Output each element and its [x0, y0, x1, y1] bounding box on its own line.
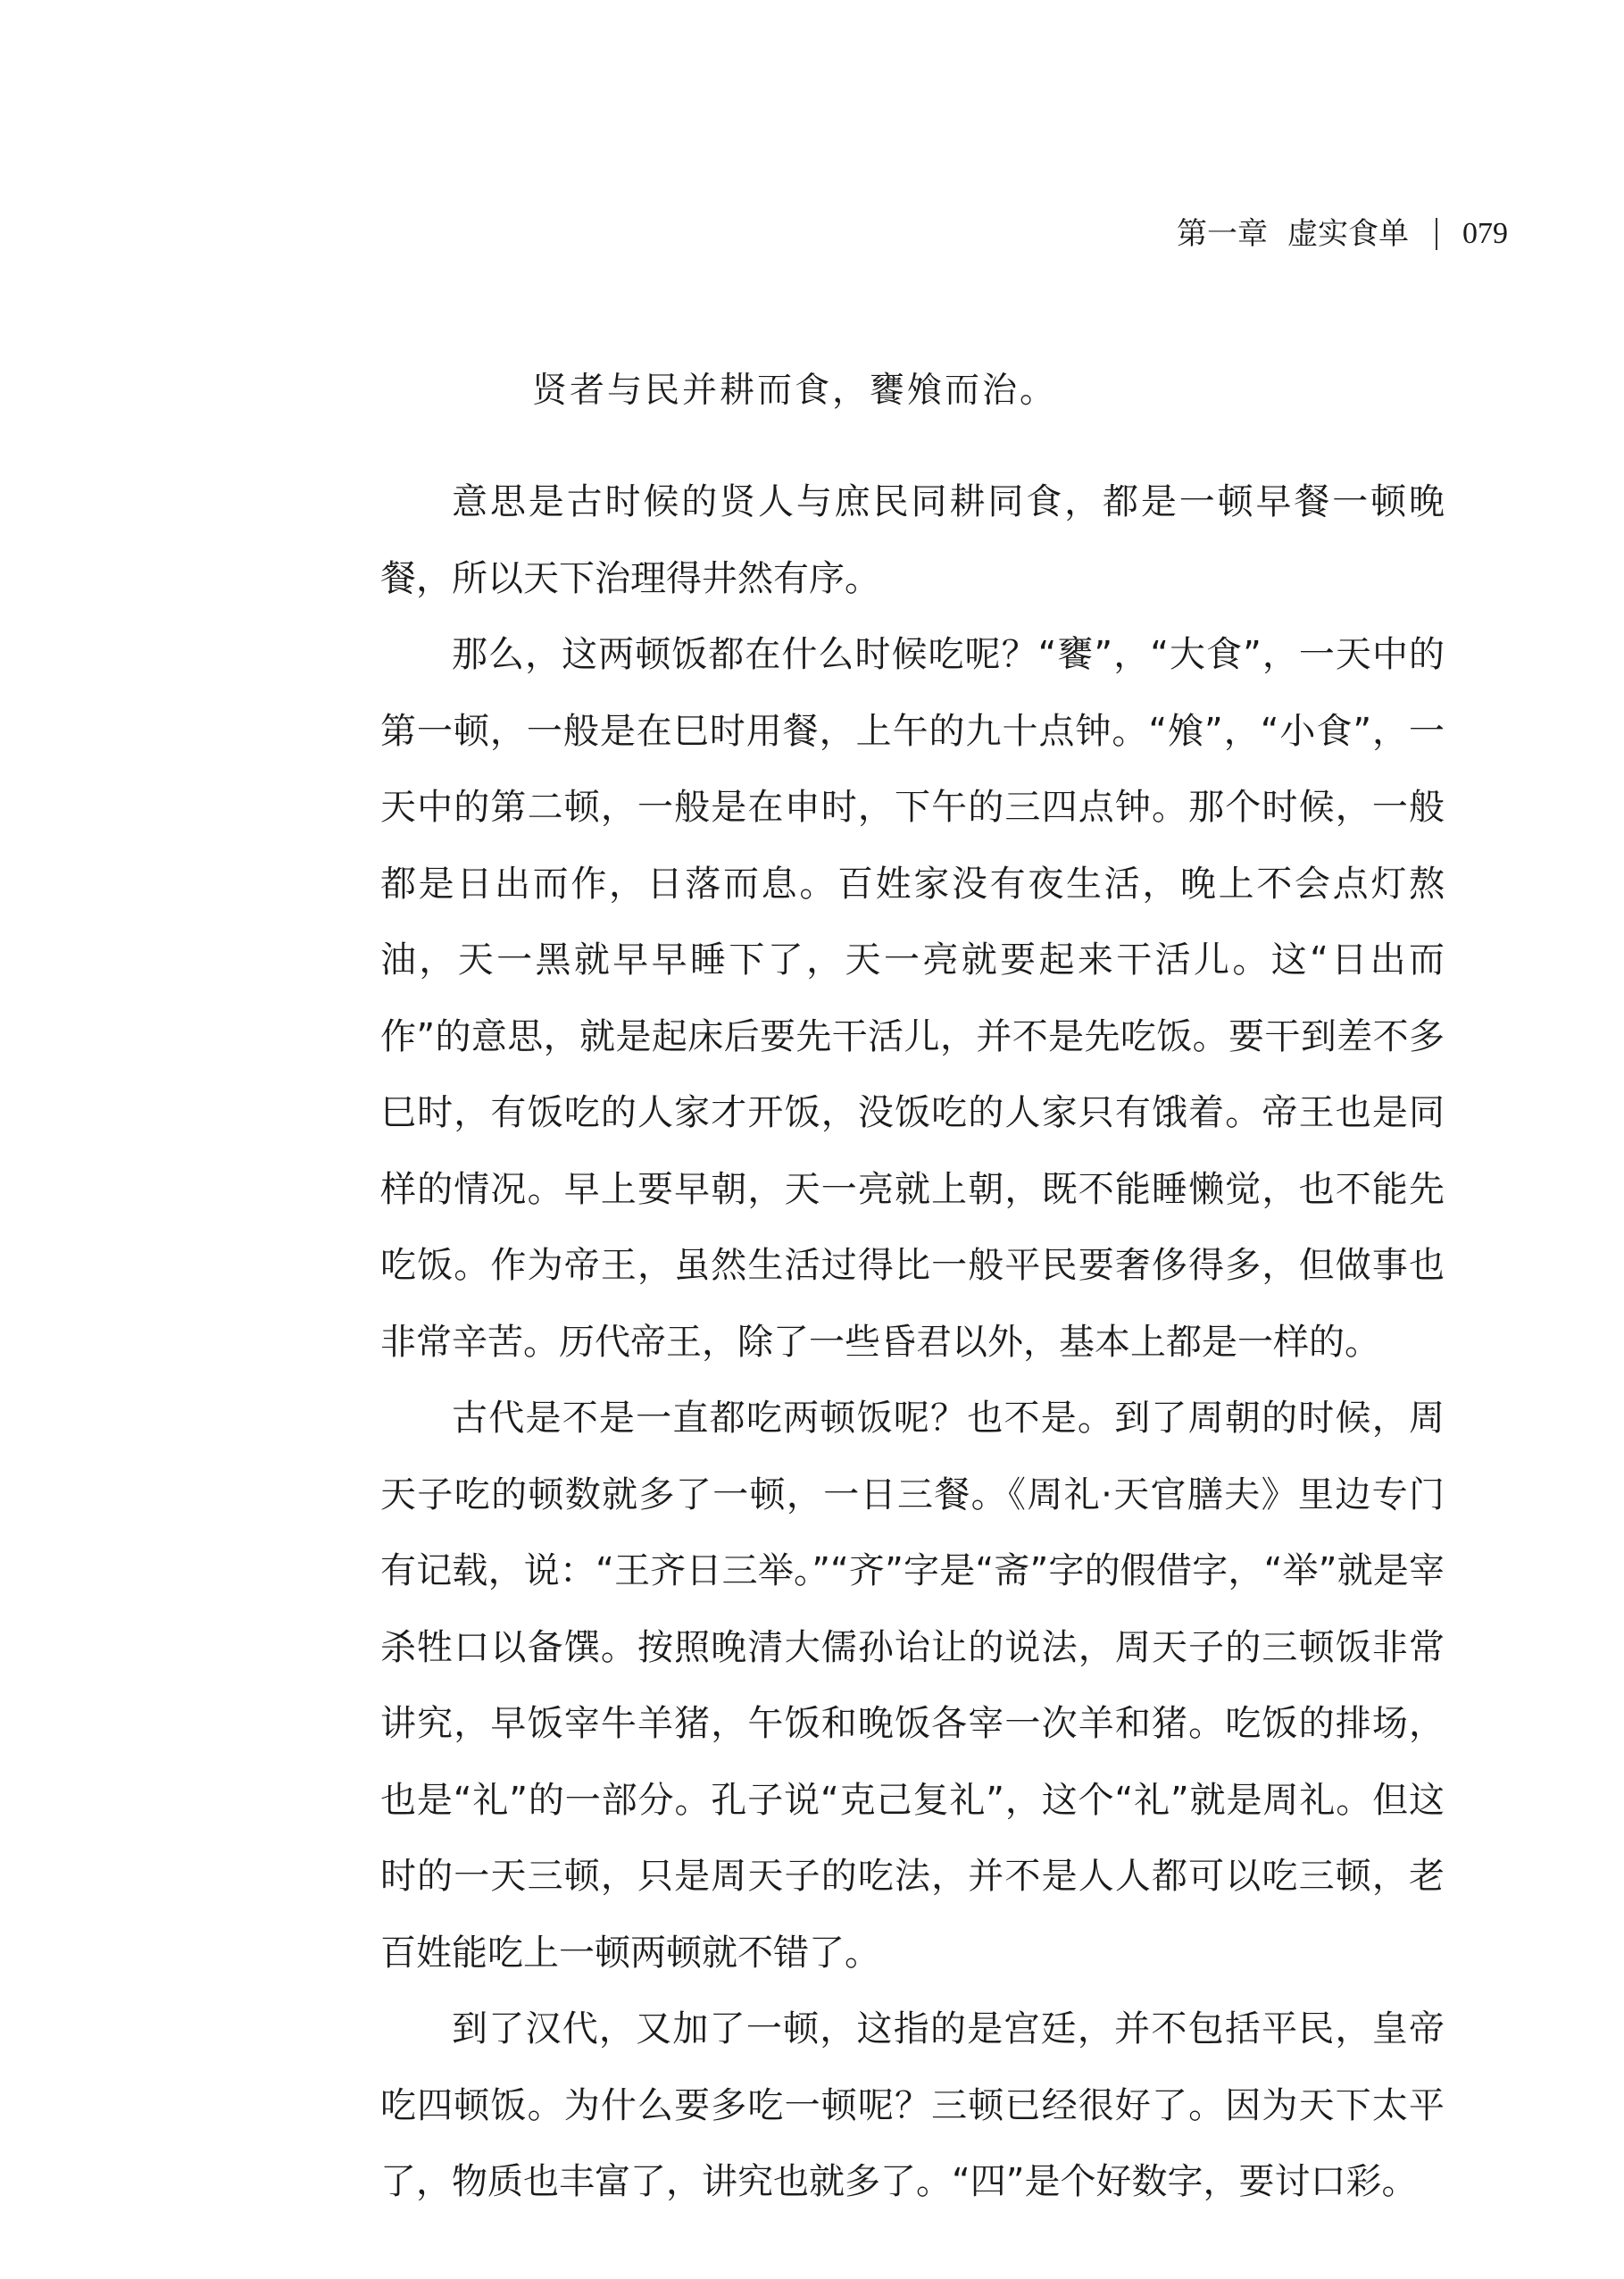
block-quote: 贤者与民并耕而食，饔飧而治。: [532, 371, 1058, 411]
chapter-title: 虚实食单: [1287, 216, 1409, 252]
header-divider: [1436, 218, 1437, 250]
body-text: [380, 464, 1445, 2221]
paragraph: 那么，这两顿饭都在什么时候吃呢？“饔”，“大食”，一天中的第一顿，一般是在巳时用餐，上午的九十点钟。“飧”，“小食”，一天中的第二顿，一般是在申时，下午的三四点钟。那个时候，一般都是日出而作，日落而息。百姓家没有夜生活，晚上不会点灯熬油，天一黑就早早睡下了，天一亮就要起来干活儿。这“日出而作”的意思，就是起床后要先干活儿，并不是先吃饭。要干到差不多巳时，有饭吃的人家才开饭，没饭吃的人家只有饿着。帝王也是同样的情况。早上要早朝，天一亮就上朝，既不能睡懒觉，也不能先吃饭。作为帝王，虽然生活过得比一般平民要奢侈得多，但做事也非常辛苦。历代帝王，除了一些昏君以外，基本上都是一样的。: [380, 634, 1445, 1363]
paragraph: 意思是古时候的贤人与庶民同耕同食，都是一顿早餐一顿晚餐，所以天下治理得井然有序。: [380, 481, 1445, 599]
paragraph: 到了汉代，又加了一顿，这指的是宫廷，并不包括平民，皇帝吃四顿饭。为什么要多吃一顿呢？三顿已经很好了。因为天下太平了，物质也丰富了，讲究也就多了。“四”是个好数字，要讨口彩。: [380, 2008, 1445, 2202]
paragraph: 古代是不是一直都吃两顿饭呢？也不是。到了周朝的时候，周天子吃的顿数就多了一顿，一日三餐。《周礼·天官膳夫》里边专门有记载，说：“王齐日三举。”“齐”字是“斋”字的假借字，“举”就是宰杀牲口以备馔。按照晚清大儒孙诒让的说法，周天子的三顿饭非常讲究，早饭宰牛羊猪，午饭和晚饭各宰一次羊和猪。吃饭的排场，也是“礼”的一部分。孔子说“克己复礼”，这个“礼”就是周礼。但这时的一天三顿，只是周天子的吃法，并不是人人都可以吃三顿，老百姓能吃上一顿两顿就不错了。: [380, 1398, 1445, 1974]
page-number: 079: [1462, 217, 1508, 250]
running-header: [1177, 214, 1508, 254]
chapter-label: 第一章: [1177, 216, 1268, 252]
